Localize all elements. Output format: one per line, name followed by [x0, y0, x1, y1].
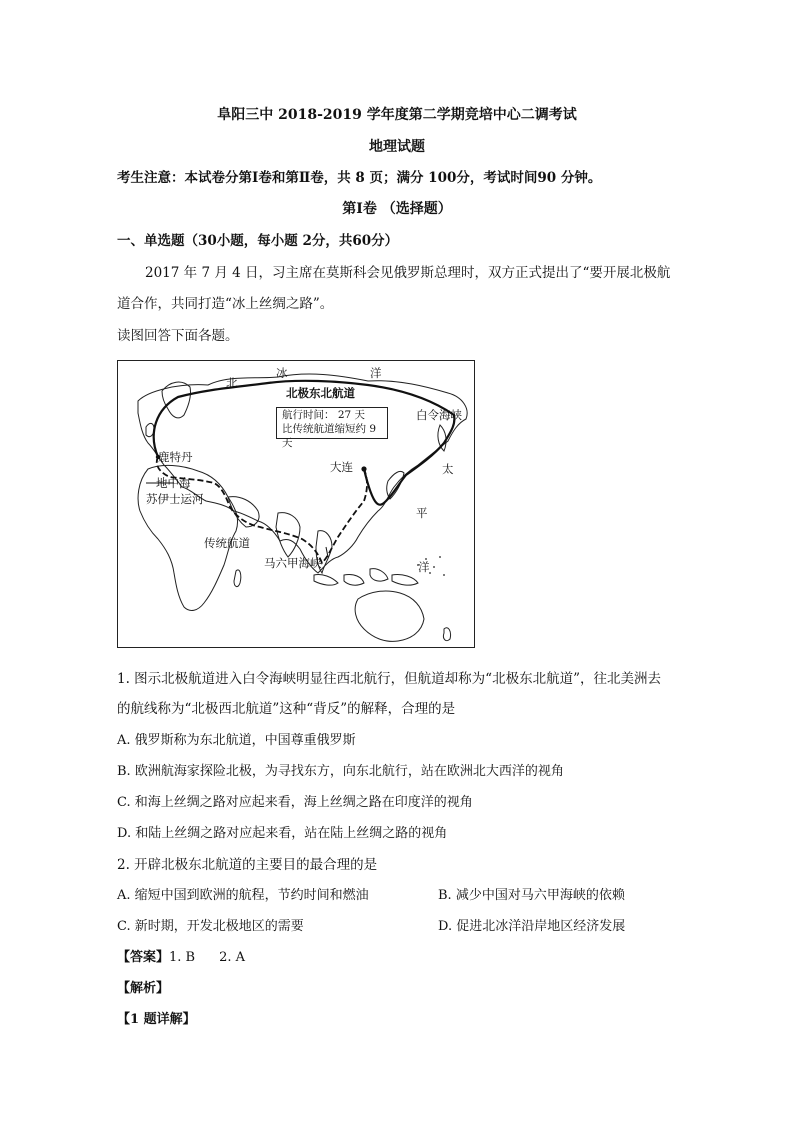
q1-option-c: C. 和海上丝绸之路对应起来看，海上丝绸之路在印度洋的视角 [117, 795, 473, 810]
label-yang: 洋 [418, 560, 430, 574]
exam-subject: 地理试题 [369, 139, 425, 155]
label-rotterdam: 鹿特丹 [158, 450, 193, 464]
label-north: 北 [226, 376, 238, 390]
label-suez: 苏伊士运河 [146, 492, 204, 506]
callout-line-1: 航行时间： 27 天 [282, 409, 366, 421]
section-heading: 一、单选题（30小题，每小题 2分，共60分） [117, 233, 399, 249]
q1-option-a: A. 俄罗斯称为东北航道，中国尊重俄罗斯 [117, 733, 356, 748]
answer-q1: 1. B [169, 950, 196, 965]
exam-notice: 考生注意：本试卷分第Ⅰ卷和第Ⅱ卷，共 8 页；满分 100分，考试时间90 分钟。 [117, 170, 602, 186]
part-title: 第Ⅰ卷 （选择题） [342, 201, 452, 217]
label-dalian: 大连 [330, 460, 353, 474]
q2-option-a: A. 缩短中国到欧洲的航程，节约时间和燃油 [117, 888, 369, 903]
analysis-label: 【解析】 [117, 981, 170, 996]
q2-stem: 2. 开辟北极东北航道的主要目的最合理的是 [117, 857, 378, 873]
voyage-callout [276, 407, 388, 449]
q1-stem-line-1: 1. 图示北极航道进入白令海峡明显往西北航行，但航道却称为“北极东北航道”，往北美洲去 [117, 671, 661, 687]
label-malacca: 马六甲海峡 [264, 556, 322, 570]
q1-option-d: D. 和陆上丝绸之路对应起来看，站在陆上丝绸之路的视角 [117, 826, 448, 841]
label-mediterranean: 地中海 [156, 476, 191, 490]
q2-option-d: D. 促进北冰洋沿岸地区经济发展 [438, 919, 626, 934]
q2-option-b: B. 减少中国对马六甲海峡的依赖 [438, 888, 625, 903]
label-bering: 白令海峡 [416, 408, 462, 422]
label-tai: 太 [442, 462, 454, 476]
label-ocean-top: 洋 [370, 366, 382, 380]
answer-label: 【答案】 [117, 950, 170, 965]
callout-line-2: 比传统航道缩短约 9 天 [282, 423, 377, 449]
answer-line [117, 946, 245, 965]
q1-option-b: B. 欧洲航海家探险北极，为寻找东方，向东北航行，站在欧洲北大西洋的视角 [117, 764, 564, 779]
label-arctic-route: 北极东北航道 [286, 386, 355, 400]
instruction: 读图回答下面各题。 [117, 328, 239, 344]
exam-title: 阜阳三中 2018-2019 学年度第二学期竞培中心二调考试 [217, 107, 577, 123]
q2-option-c: C. 新时期，开发北极地区的需要 [117, 919, 304, 934]
intro-line-2: 道合作，共同打造“冰上丝绸之路”。 [117, 296, 334, 312]
q1-stem-line-2: 的航线称为“北极西北航道”这种“背反”的解释，合理的是 [117, 701, 456, 717]
answer-q2: 2. A [219, 950, 246, 965]
route-map [117, 360, 475, 648]
intro-line-1: 2017 年 7 月 4 日，习主席在莫斯科会见俄罗斯总理时，双方正式提出了“要开展北极航 [145, 265, 671, 281]
label-ice: 冰 [276, 366, 288, 380]
label-traditional-route: 传统航道 [204, 536, 250, 550]
detail-label: 【1 题详解】 [117, 1012, 196, 1027]
dalian-marker [361, 466, 366, 471]
label-ping: 平 [416, 506, 428, 520]
